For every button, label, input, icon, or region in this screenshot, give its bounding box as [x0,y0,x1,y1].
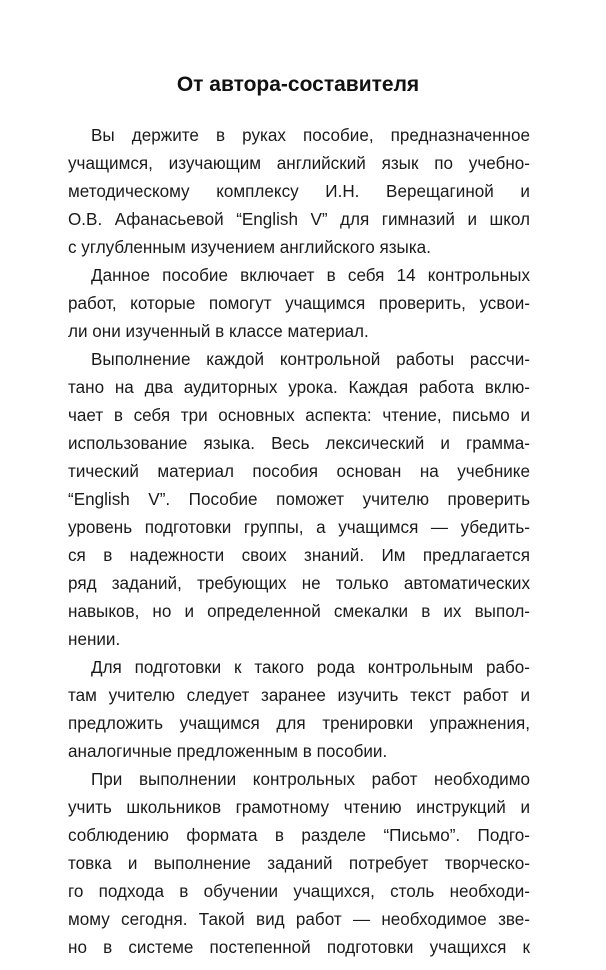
text-line-p1: методическому комплексу И.Н. Верещагиной и [68,182,530,201]
text-line-p4: Для подготовки к такого рода контрольным рабо- [91,658,530,677]
text-line-p3: навыков, но и определенной смекалки в их выпол- [68,602,530,621]
text-line-p3: ся в надежности своих знаний. Им предлагается [68,546,530,565]
text-line-p5: мому сегодня. Такой вид работ — необходимое зве- [68,910,530,929]
text-line-p4: там учителю следует заранее изучить текст работ и [68,686,530,705]
text-line-p3: тано на два аудиторных урока. Каждая работа вклю- [68,378,530,397]
text-line-p3: тический материал пособия основан на учебнике [68,462,530,481]
text-line-p5: соблюдению формата в разделе “Письмо”. Подго- [68,826,530,845]
text-line-p2: Данное пособие включает в себя 14 контрольных [91,266,530,285]
text-line-p5: При выполнении контрольных работ необходимо [91,770,530,789]
text-line-p3: использование языка. Весь лексический и грамма- [68,434,530,453]
text-line-p5: но в системе постепенной подготовки учащихся к [68,938,530,957]
text-line-p5: го подхода в обучении учащихся, столь необходи- [68,882,530,901]
text-line-p1: учащимся, изучающим английский язык по учебно- [68,154,530,173]
page-title: От автора-составителя [176,73,420,96]
text-line-p5: товка и выполнение заданий потребует творческо- [68,854,530,873]
text-line-p1: с углубленным изучением английского языка. [68,238,431,257]
text-line-p1: Вы держите в руках пособие, предназначенное [91,126,530,145]
text-line-p3: Выполнение каждой контрольной работы рассчи- [91,350,530,369]
text-line-p4: аналогичные предложенным в пособии. [68,742,388,761]
text-line-p3: чает в себя три основных аспекта: чтение, письмо и [68,406,530,425]
text-line-p3: ряд заданий, требующих не только автоматических [68,574,530,593]
text-line-p3: “English V”. Пособие поможет учителю проверить [68,490,530,509]
text-line-p3: уровень подготовки группы, а учащимся — убедить- [68,518,530,537]
text-line-p4: предложить учащимся для тренировки упражнения, [68,714,530,733]
text-line-p1: О.В. Афанасьевой “English V” для гимназий и школ [68,210,530,229]
text-line-p5: учить школьников грамотному чтению инструкций и [68,798,530,817]
text-line-p2: ли они изученный в классе материал. [68,322,369,341]
text-line-p3: нении. [68,630,121,649]
text-line-p2: работ, которые помогут учащимся проверить, усвои- [68,294,530,313]
